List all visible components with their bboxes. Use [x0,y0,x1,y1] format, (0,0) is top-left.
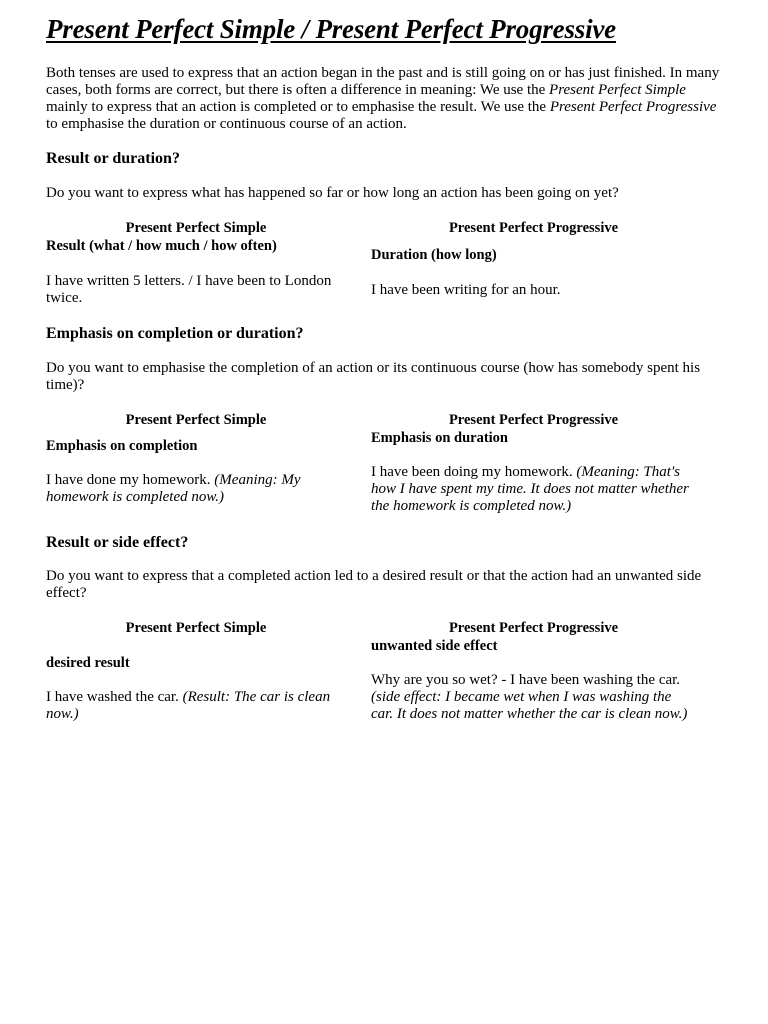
column-heading-simple: Present Perfect Simple [125,220,267,236]
intro-paragraph [46,65,726,133]
column-subheading-simple: Emphasis on completion [46,438,198,454]
example-simple [46,472,326,506]
example-text: I have washed the car. [46,689,183,705]
column-subheading-simple: Result (what / how much / how often) [46,238,277,254]
section-heading: Result or duration? [46,150,180,167]
section-heading: Result or side effect? [46,534,189,551]
example-text: I have done my homework. [46,472,215,488]
section-question: Do you want to express what has happened so far or how long an action has been going on yet? [46,185,619,201]
column-heading-progressive: Present Perfect Progressive [448,620,619,636]
example-text: Why are you so wet? - I have been washing the car. [371,672,681,688]
example-progressive [371,672,696,723]
example-simple [46,273,346,307]
intro-text-1: Both tenses are used to express that an action began in the past and is still going on or has just finished. In many cases, both forms are correct, but there is often a difference in meaning: We use the [46,65,720,98]
intro-term-simple: Present Perfect Simple [549,82,686,98]
example-note: (Result: The car is clean now.) [46,689,331,722]
intro-term-progressive: Present Perfect Progressive [549,99,717,115]
column-subheading-progressive: Emphasis on duration [371,430,508,446]
column-heading-progressive: Present Perfect Progressive [448,220,619,236]
column-subheading-progressive: unwanted side effect [371,638,498,654]
example-progressive [371,464,696,515]
example-progressive [371,282,696,299]
example-text: I have written 5 letters. / I have been to London twice. [46,273,332,306]
section-heading: Emphasis on completion or duration? [46,325,304,342]
example-note: (side effect: I became wet when I was washing the car. It does not matter whether the car is clean now.) [371,689,688,722]
section-question: Do you want to emphasise the completion of an action or its continuous course (how has somebody spent his time)? [46,360,701,393]
example-text: I have been writing for an hour. [371,282,561,298]
section-question: Do you want to express that a completed action led to a desired result or that the action had an unwanted side effect? [46,568,702,601]
intro-text-3: to emphasise the duration or continuous course of an action. [46,116,407,132]
column-heading-progressive: Present Perfect Progressive [448,412,619,428]
example-text: I have been doing my homework. [371,464,577,480]
page-title: Present Perfect Simple / Present Perfect Progressive [46,14,616,44]
example-note: (Meaning: That's how I have spent my time. It does not matter whether the homework is completed now.) [371,464,689,514]
column-heading-simple: Present Perfect Simple [125,620,267,636]
example-note: (Meaning: My homework is completed now.) [46,472,301,505]
intro-text-2: mainly to express that an action is completed or to emphasise the result. We use the [46,99,550,115]
column-heading-simple: Present Perfect Simple [125,412,267,428]
column-subheading-simple: desired result [46,655,130,671]
example-simple [46,689,346,723]
column-subheading-progressive: Duration (how long) [371,247,497,263]
